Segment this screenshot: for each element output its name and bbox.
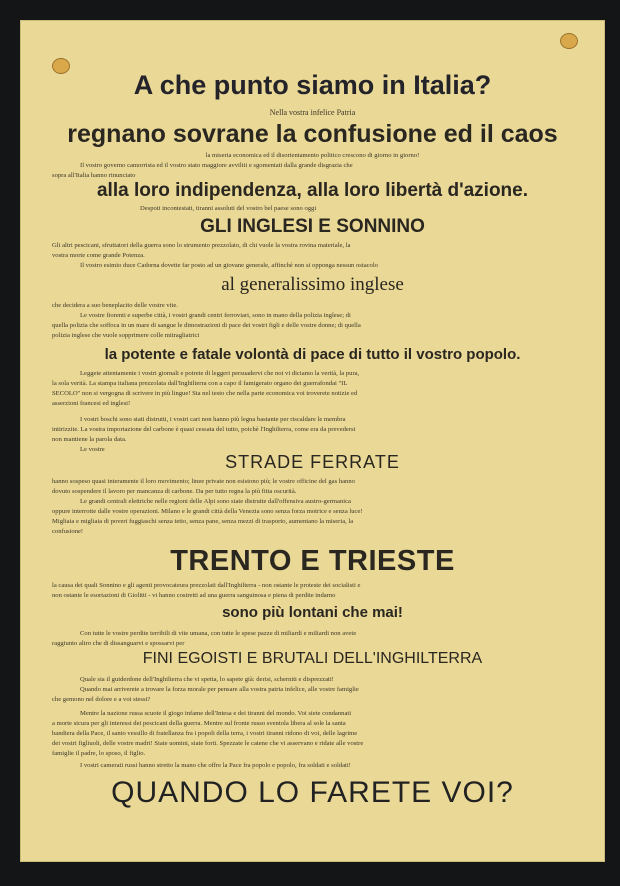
line-lontani: sono più lontani che mai! [222,604,403,621]
paragraph-line: vostra morte come grande Potenza. [52,252,145,259]
line-regnano: regnano sovrane la confusione ed il caos [67,120,558,148]
paragraph-line: Il vostro esimio duce Cadorna dovette far posto ad un giovane generale, affinchè non si opponga nessun ostacolo [80,262,378,269]
paragraph-line: Mentre la nazione russa scuote il giogo infame dell'Intesa e dei tiranni del mondo. Voi siete condannati [80,710,352,717]
paragraph-line: raggiunto altro che di dissanguarvi e spossarvi per [52,640,185,647]
paragraph-line: Le vostre [80,446,105,453]
paragraph-line: I vostri camerati russi hanno stretto la mano che offre la Pace fra popolo e popolo, fra soldati e soldati! [80,762,351,769]
line-trento-trieste: TRENTO E TRIESTE [170,545,455,577]
paragraph-line: bandiera della Pace, il santo vessillo di fratellanza fra i popoli della terra, i vostri tiranni ridono di voi, delle lagrime [52,730,358,737]
paragraph-line: dei vostri figliuoli, delle vostre madri! Siate uomini, siate forti. Spezzate le catene che vi asservano e ridate alle vostre [52,740,364,747]
paragraph-line: SECOLO" non si vergogna di scrivere in più lingue! Sta nel testo che nella parte economica voi troverete notizie ed [52,390,358,397]
line-strade-ferrate: STRADE FERRATE [225,452,400,472]
paragraph-line: la miseria economica ed il disorientamento politico crescono di giorno in giorno! [205,152,420,159]
paragraph-line: dovuto sospendere il lavoro per mancanza di carbone. Da per tutto regna la più fitta oscurità. [52,488,297,495]
paragraph-line: Leggete attentamente i vostri giornali e potrete di leggeri persuadervi che noi vi diciamo la verità, la pura, [80,370,360,377]
line-generalissimo: al generalissimo inglese [221,274,404,295]
paragraph-line: Quando mai arriverete a trovare la forza morale per pensare alla vostra patria infelice, alle vostre famiglie [80,686,359,693]
line-inglesi-sonnino: GLI INGLESI E SONNINO [200,216,425,237]
paragraph-line: Quale sia il guiderdone dell'Inghilterra che vi spetta, lo sapete già: derisi, scherniti e disprezzati! [80,676,334,683]
paragraph-line: sopra all'Italia hanno rinunciato [52,172,136,179]
paragraph-line: Le vostre fiorenti e superbe città, i vostri grandi centri ferroviari, sono in mano della polizia inglese; di [80,312,351,319]
line-fini-egoisti: FINI EGOISTI E BRUTALI DELL'INGHILTERRA [142,650,483,667]
propaganda-poster [20,20,605,862]
paragraph-line: che decidera a suo beneplacito delle vostre vite. [52,302,178,309]
paragraph-line: Le grandi centrali elettriche nelle regioni delle Alpi sono state distrutte dall'offensiva austro-germanica [80,498,351,505]
line-volonta-di-pace: la potente e fatale volontà di pace di tutto il vostro popolo. [104,346,521,363]
paragraph-line: oppure interrotte dalle vostre operazioni. Milano e le grandi città della Venezia sono senza forza motrice e senza luce! [52,508,363,515]
paragraph-line: hanno sospeso quasi interamente il loro movimento; linee private non esistono più; le vostre officine del gas hanno [52,478,355,485]
paragraph-line: non ostante le esortazioni di Giolitti - vi hanno costretti ad una guerra sanguinosa e piena di perdite indarno [52,592,336,599]
paragraph-line: I vostri boschi sono stati distrutti, i vostri cari non hanno più legna bastante per riscaldare le membra [80,416,346,423]
paragraph-line: Despoti incontestati, tiranni assoluti del vostro bel paese sono oggi [140,205,317,212]
paragraph-line: la sola verità. La stampa italiana prezzolata dall'Inghilterra con a capo il famigerato organo dei guerrafondai "IL [52,380,348,387]
paragraph-line: Gli altri pescicani, sfruttatori della guerra sono lo strumento prezzolato, di chi vuole la vostra rovina materiale, la [52,242,351,249]
paragraph-line: a morte sicura per gli interessi dei pescicani della guerra. Mentre sul fronte russo sventola libera al sole la santa [52,720,346,727]
paragraph-line: quella polizia che soffoca in un mare di sangue le dimostrazioni di pace dei vostri figli e delle vostre donne; di quella [52,322,361,329]
right-thumbtack [560,33,578,49]
paragraph-line: la causa dei quali Sonnino e gli agenti provocateura prezzolati dall'Inghilterra - non ostante le proteste dei socialisti e [52,582,361,589]
paragraph-line: Il vostro governo camorrista ed il vostro stato maggiore avviliti e sgomentati dalla grande disgrazia che [80,162,353,169]
line-patria: Nella vostra infelice Patria [269,108,356,117]
paragraph-line: Migliaia e migliaia di poveri fuggiaschi senza tetto, senza pane, senza mezzi di trasporto, aumentano la miseria, la [52,518,354,525]
paragraph-line: che gemono nel dolore e a voi stessi? [52,696,151,703]
headline: A che punto siamo in Italia? [133,70,492,100]
line-indipendenza: alla loro indipendenza, alla loro libertà d'azione. [96,180,529,201]
paragraph-line: asserzioni francesi ed inglesi! [52,400,131,407]
paragraph-line: Con tutte le vostre perdite terribili di vite umana, con tutte le spese pazze di miliardi e miliardi non avete [80,630,357,637]
line-quando-lo-farete: QUANDO LO FARETE VOI? [111,776,514,809]
paragraph-line: polizia inglese che vuole sopprimere colle mitragliatrici [52,332,200,339]
paragraph-line: intirizzite. La vostra importazione del carbone è quasi cessata del tutto, poichè l'Inghilterra, come era da prevedersi [52,426,356,433]
paragraph-line: famiglie il padre, lo sposo, il figlio. [52,750,146,757]
paragraph-line: confusione! [52,528,84,535]
paragraph-line: non mantiene la parola data. [52,436,127,443]
